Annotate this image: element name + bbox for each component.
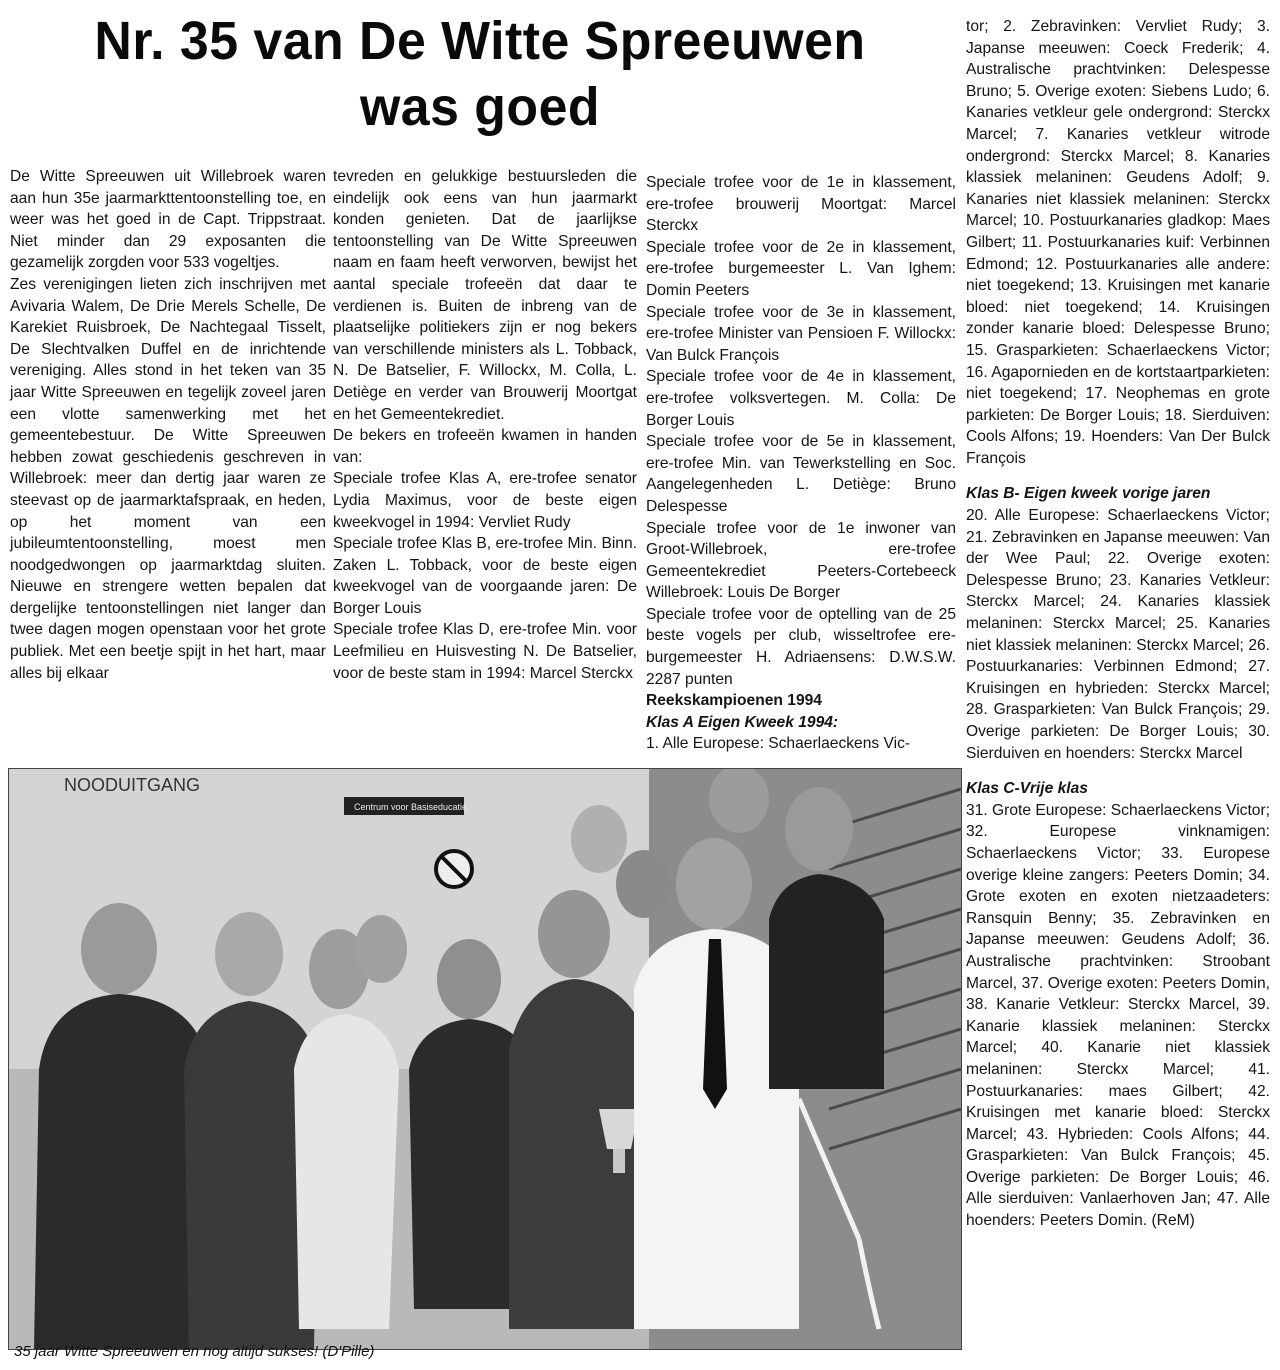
- paragraph: Speciale trofee voor de 1e inwoner van Groot-Willebroek, ere-trofee Gemeentekrediet Peeters-Cortebeeck Willebroek: Louis De Borger: [646, 519, 956, 602]
- paragraph: Speciale trofee voor de 4e in klassement, ere-trofee volksvertegen. M. Colla: De Borger Louis: [646, 368, 956, 429]
- headline-line-2: was goed: [359, 77, 601, 137]
- paragraph: De Witte Spreeuwen uit Willebroek waren aan hun 35e jaarmarkttentoonstelling toe, en weer was het goed in de Capt. Trippstraat. Niet minder dan 29 exposanten die gezamelijk zorgden voor 533 vogeltjes.: [10, 168, 326, 272]
- paragraph: Speciale trofee voor de 5e in klassement, ere-trofee Min. van Tewerkstelling en Soc. Aangelegenheden L. Detiège: Bruno Delespesse: [646, 433, 956, 515]
- article-column-2: [333, 166, 637, 684]
- article-column-3: [646, 172, 956, 755]
- article-column-4: [966, 16, 1270, 1232]
- group-photo: [8, 768, 962, 1350]
- paragraph: Speciale trofee Klas D, ere-trofee Min. voor Leefmilieu en Huisvesting N. De Batselier, voor de beste stam in 1994: Marcel Sterckx: [333, 621, 637, 682]
- paragraph: tor; 2. Zebravinken: Vervliet Rudy; 3. Japanse meeuwen: Coeck Frederik; 4. Australische prachtvinken: Delespesse Bruno; 5. Overige exoten: Siebens Ludo; 6. Kanaries vetkleur gele ondergrond: Sterckx Marcel; 7. Kanaries vetkleur witrode ondergrond: Sterckx Marcel; 8. Kanaries klassiek melaninen: Geudens Adolf; 9. Kanaries niet klassiek melaninen: Sterckx Marcel; 10. Postuurkanaries gladkop: Maes Gilbert; 11. Postuurkanaries kuif: Verbinnen Edmond; 12. Postuurkanaries alle andere: niet toegekend; 13. Kruisingen met kanarie bloed: niet toegekend; 14. Kruisingen zonder kanarie bloed: Delespesse Bruno; 15. Grasparkieten: Schaerlaeckens Victor; 16. Agapornieden en de kortstaartparkieten: niet toegekend; 17. Neophemas en grote parkieten: De Borger Louis; 18. Sierduiven: Cools Alfons; 19. Hoenders: Van Der Bulck François: [966, 18, 1270, 467]
- section-heading: Klas C-Vrije klas: [966, 780, 1088, 798]
- paragraph: Zes verenigingen lieten zich inschrijven met Avivaria Walem, De Drie Merels Schelle, De Karekiet Ruisbroek, De Nachtegaal Tisselt, De Slechtvalken Duffel en de inrichtende vereniging. Alles stond in het teken van 35 jaar Witte Spreeuwen en tegelijk zoveel jaren een vlotte samenwerking met het gemeentebestuur. De Witte Spreeuwen hebben zowat geschiedenis geschreven in Willebroek: meer dan dertig jaar waren ze steevast op de jaarmarktafspraak, en heden, op het moment van een jubileumtentoonstelling, moest men noodgedwongen op jaarmarktdag sluiten. Nieuwe en strengere wetten bepalen dat dergelijke tentoonstellingen niet langer dan twee dagen mogen openstaan voor het grote publiek. Met een beetje spijt in het hart, maar alles bij elkaar: [10, 275, 326, 682]
- paragraph: Speciale trofee Klas B, ere-trofee Min. Binn. Zaken L. Tobback, voor de beste eigen kweekvogel van de voorgaande jaren: De Borger Louis: [333, 535, 637, 617]
- section-heading: Klas A Eigen Kweek 1994:: [646, 713, 839, 731]
- paragraph: 20. Alle Europese: Schaerlaeckens Victor; 21. Zebravinken en Japanse meeuwen: Van der Wee Paul; 22. Overige exoten: Delespesse Bruno; 23. Kanaries Vetkleur: Sterckx Marcel; 24. Kanaries klassiek melaninen: Sterckx Marcel; 25. Kanaries niet klassiek melaninen: Sterckx Marcel; 26. Postuurkanaries: Verbinnen Edmond; 27. Kruisingen en hybrieden: Sterckx Marcel; 28. Grasparkieten: Van Bulck François; 29. Overige parkieten: De Borger Louis; 30. Sierduiven en hoenders: Sterckx Marcel: [966, 507, 1270, 762]
- article-column-1: [10, 166, 326, 684]
- paragraph: 31. Grote Europese: Schaerlaeckens Victor; 32. Europese vinknamigen: Schaerlaeckens Victor; 33. Europese overige kleine zangers: Peeters Domin; 34. Grote exoten en exoten nietzaadeters: Ransquin Benny; 35. Zebravinken en Japanse meeuwen: Geudens Adolf; 36. Australische prachtvinken: Stroobant Marcel, 37. Overige exoten: Peeters Domin, 38. Kanarie Vetkleur: Sterckx Marcel, 39. Kanarie klassiek melaninen: Sterckx Marcel; 40. Kanarie niet klassiek melaninen: Sterckx Marcel; 41. Postuurkanaries: maes Gilbert; 42. Kruisingen met kanarie bloed: Sterckx Marcel; 43. Hybrieden: Cools Alfons; 44. Grasparkieten: Van Bulck François; 45. Overige parkieten: De Borger Louis; 46. Alle sierduiven: Vanlaerhoven Jan; 47. Alle hoenders: Peeters Domin. (ReM): [966, 801, 1270, 1230]
- paragraph: Speciale trofee voor de 3e in klassement, ere-trofee Minister van Pensioen F. Willockx: Van Bulck François: [646, 303, 956, 364]
- paragraph: 1. Alle Europese: Schaerlaeckens Vic-: [646, 735, 911, 753]
- exit-sign: NOODUITGANG: [64, 775, 201, 795]
- photo-caption: 35 jaar Witte Spreeuwen en nog altijd sukses! (D'Pille): [14, 1343, 375, 1360]
- paragraph: Speciale trofee Klas A, ere-trofee senator Lydia Maximus, voor de beste eigen kweekvogel in 1994: Vervliet Rudy: [333, 470, 637, 531]
- section-heading: Reekskampioenen 1994: [646, 692, 822, 710]
- paragraph: Speciale trofee voor de optelling van de 25 beste vogels per club, wisseltrofee ere-burgemeester H. Adriaensens: D.W.S.W. 2287 punten: [646, 605, 956, 688]
- paragraph: De bekers en trofeeën kwamen in handen van:: [333, 427, 637, 466]
- headline-line-1: Nr. 35 van De Witte Spreeuwen: [94, 11, 866, 71]
- arrow-sign: Centrum voor Basiseducatie: [354, 802, 468, 812]
- paragraph: Speciale trofee voor de 2e in klassement, ere-trofee burgemeester L. Van Ighem: Domin Peeters: [646, 238, 956, 299]
- paragraph: tevreden en gelukkige bestuursleden die eindelijk ook eens van hun jaarmarkt konden genieten. Dat de jaarlijkse tentoonstelling van De Witte Spreeuwen naam en faam heeft verworven, bewijst het aantal speciale trofeeën dat daar te verdienen is. Buiten de inbreng van de plaatselijke politiekers zijn er nog bekers van verschillende ministers als L. Tobback, N. De Batselier, F. Willockx, M. Colla, L. Detiège en verder van Brouwerij Moortgat en het Gemeentekrediet.: [333, 168, 637, 423]
- headline: [27, 8, 933, 140]
- section-heading: Klas B- Eigen kweek vorige jaren: [966, 485, 1211, 503]
- paragraph: Speciale trofee voor de 1e in klassement, ere-trofee brouwerij Moortgat: Marcel Sterckx: [646, 174, 956, 235]
